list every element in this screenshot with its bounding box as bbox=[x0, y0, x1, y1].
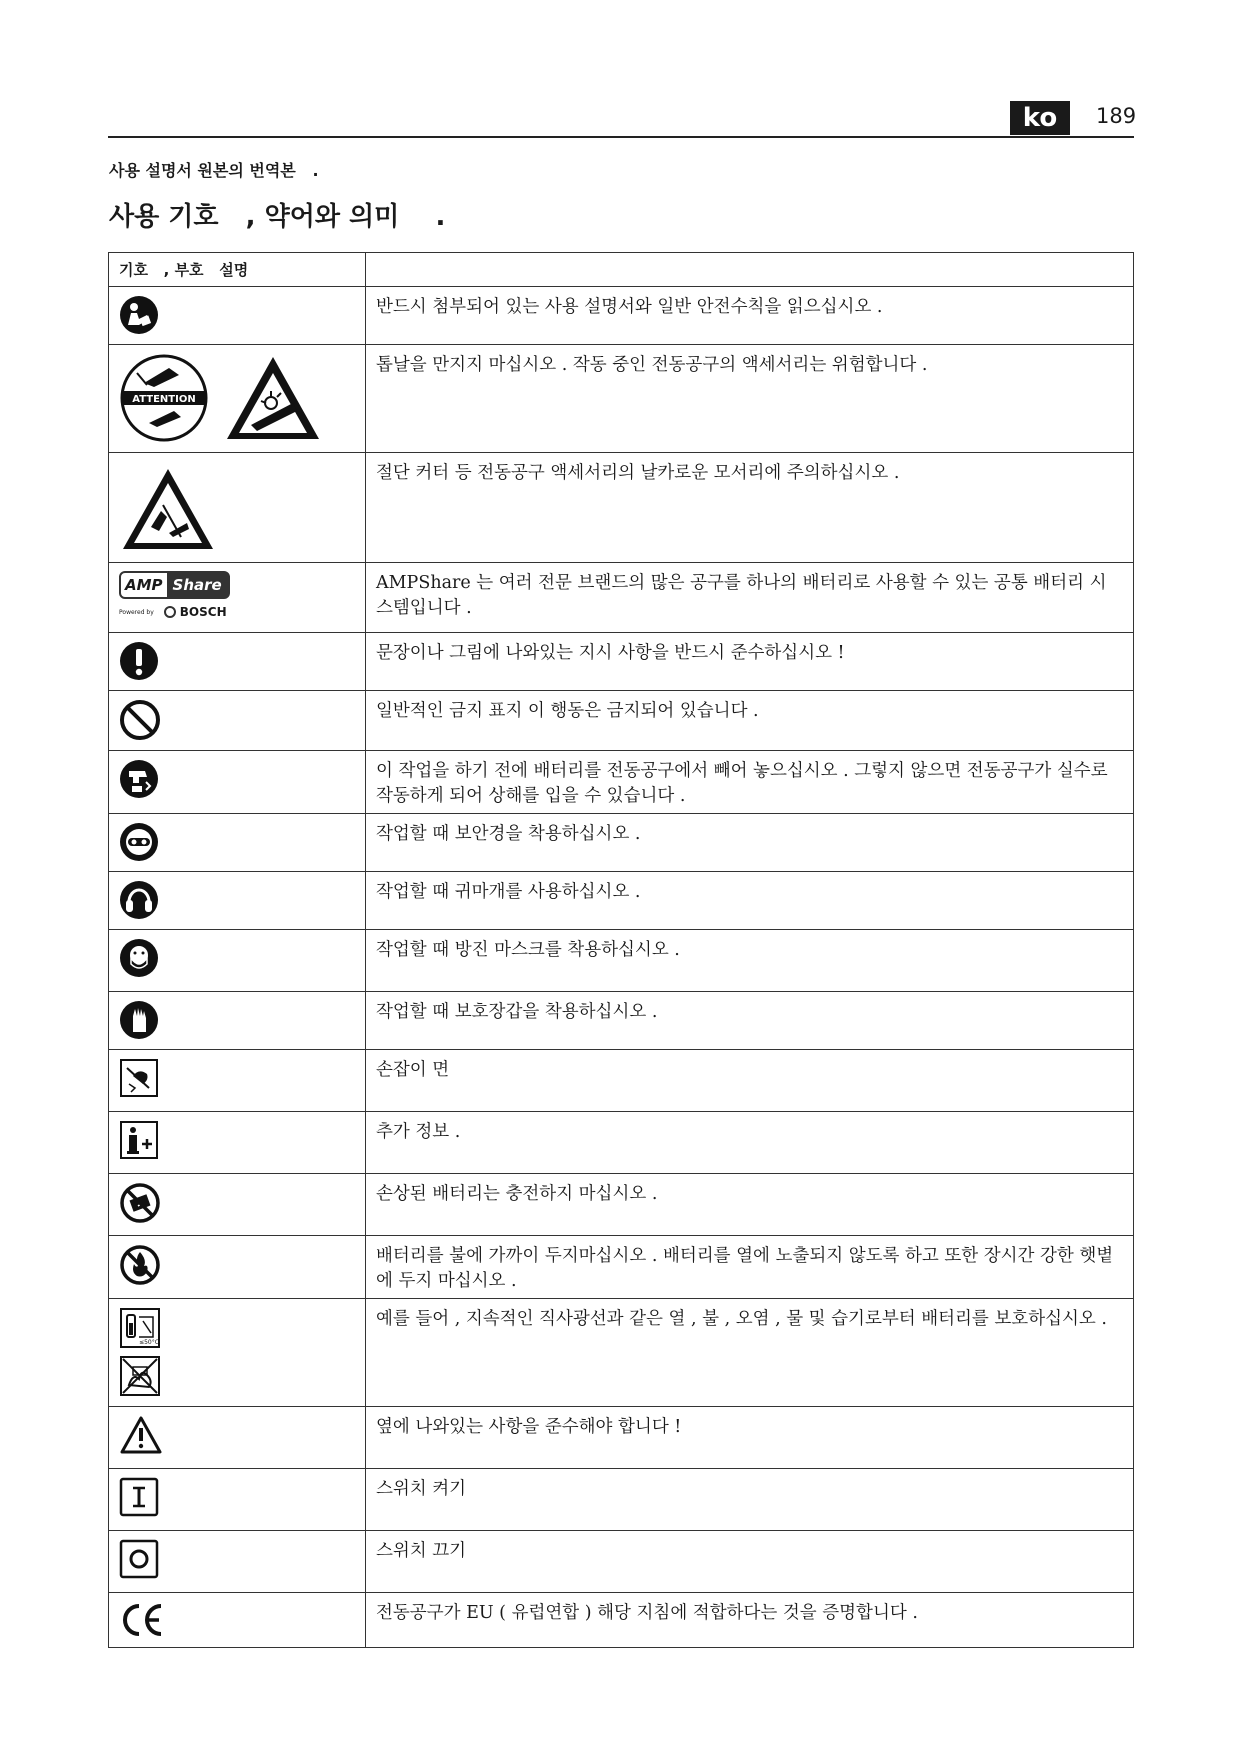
row-description: 추가 정보 . bbox=[366, 1112, 1134, 1174]
symbols-table bbox=[108, 252, 1134, 1648]
read-manual-icon bbox=[119, 295, 159, 335]
remove-battery-icon bbox=[119, 759, 159, 799]
page-number: 189 bbox=[1096, 104, 1137, 128]
column-header-description bbox=[366, 253, 1134, 287]
row-description: 작업할 때 보호장갑을 착용하십시오 . bbox=[366, 992, 1134, 1050]
prohibition-icon bbox=[119, 699, 161, 741]
bosch-emblem-icon bbox=[164, 606, 176, 618]
table-row bbox=[109, 992, 1134, 1050]
row-description: AMPShare 는 여러 전문 브랜드의 많은 공구를 하나의 배터리로 사용할 수 있는 공통 배터리 시스템입니다 . bbox=[366, 563, 1134, 633]
battery-temperature-icon bbox=[119, 1307, 161, 1349]
share-text: Share bbox=[167, 573, 228, 597]
table-row bbox=[109, 1407, 1134, 1469]
table-row bbox=[109, 814, 1134, 872]
table-row bbox=[109, 287, 1134, 345]
table-row bbox=[109, 633, 1134, 691]
battery-no-heat-icon bbox=[119, 1355, 161, 1397]
ear-protection-icon bbox=[119, 880, 159, 920]
table-row bbox=[109, 1531, 1134, 1593]
row-description: 손잡이 면 bbox=[366, 1050, 1134, 1112]
triangle-sharp-edge-icon bbox=[119, 465, 217, 553]
row-description: 전동공구가 EU ( 유럽연합 ) 해당 지침에 적합하다는 것을 증명합니다 . bbox=[366, 1593, 1134, 1648]
row-description: 작업할 때 보안경을 착용하십시오 . bbox=[366, 814, 1134, 872]
table-row bbox=[109, 1174, 1134, 1236]
row-description: 스위치 끄기 bbox=[366, 1531, 1134, 1593]
warning-triangle-icon bbox=[119, 1415, 163, 1455]
table-row bbox=[109, 1050, 1134, 1112]
switch-on-icon bbox=[119, 1477, 159, 1517]
row-description: 작업할 때 귀마개를 사용하십시오 . bbox=[366, 872, 1134, 930]
table-row bbox=[109, 1593, 1134, 1648]
info-icon bbox=[119, 1120, 159, 1160]
powered-by-text: Powered by bbox=[119, 608, 154, 616]
no-fire-battery-icon bbox=[119, 1244, 161, 1286]
table-row bbox=[109, 563, 1134, 633]
switch-off-icon bbox=[119, 1539, 159, 1579]
amp-text: AMP bbox=[125, 576, 163, 594]
row-description: 이 작업을 하기 전에 배터리를 전동공구에서 빼어 놓으십시오 . 그렇지 않으면 전동공구가 실수로 작동하게 되어 상해를 입을 수 있습니다 . bbox=[366, 751, 1134, 814]
table-row bbox=[109, 345, 1134, 453]
row-description: 문장이나 그림에 나와있는 지시 사항을 반드시 준수하십시오 ! bbox=[366, 633, 1134, 691]
ce-mark-icon bbox=[119, 1601, 163, 1639]
language-tag: ko bbox=[1010, 101, 1070, 135]
row-description: 톱날을 만지지 마십시오 . 작동 중인 전동공구의 액세서리는 위험합니다 . bbox=[366, 345, 1134, 453]
table-row bbox=[109, 1236, 1134, 1299]
svg-text:ATTENTION: ATTENTION bbox=[132, 394, 196, 405]
no-charge-damaged-battery-icon bbox=[119, 1182, 161, 1224]
table-row bbox=[109, 1299, 1134, 1407]
row-description: 스위치 켜기 bbox=[366, 1469, 1134, 1531]
mandatory-exclamation-icon bbox=[119, 641, 159, 681]
dust-mask-icon bbox=[119, 938, 159, 978]
table-row bbox=[109, 1469, 1134, 1531]
row-description: 절단 커터 등 전동공구 액세서리의 날카로운 모서리에 주의하십시오 . bbox=[366, 453, 1134, 563]
row-description: 반드시 첨부되어 있는 사용 설명서와 일반 안전수칙을 읽으십시오 . bbox=[366, 287, 1134, 345]
row-description: 예를 들어 , 지속적인 직사광선과 같은 열 , 불 , 오염 , 물 및 습기로부터 배터리를 보호하십시오 . bbox=[366, 1299, 1134, 1407]
safety-goggles-icon bbox=[119, 822, 159, 862]
table-row bbox=[109, 691, 1134, 751]
table-row bbox=[109, 751, 1134, 814]
row-description: 손상된 배터리는 충전하지 마십시오 . bbox=[366, 1174, 1134, 1236]
ampshare-logo-icon bbox=[109, 563, 365, 627]
table-header-row bbox=[109, 253, 1134, 287]
triangle-cutting-hazard-icon bbox=[223, 353, 323, 443]
row-description: 작업할 때 방진 마스크를 착용하십시오 . bbox=[366, 930, 1134, 992]
table-row bbox=[109, 872, 1134, 930]
row-description: 일반적인 금지 표지 이 행동은 금지되어 있습니다 . bbox=[366, 691, 1134, 751]
svg-text:≤50°C: ≤50°C bbox=[139, 1339, 159, 1346]
gloves-icon bbox=[119, 1000, 159, 1040]
table-row bbox=[109, 930, 1134, 992]
page-subtitle: 사용 설명서 원본의 번역본 . bbox=[109, 161, 319, 180]
attention-blade-icon bbox=[119, 353, 209, 443]
bosch-text: BOSCH bbox=[179, 605, 227, 619]
table-row bbox=[109, 1112, 1134, 1174]
row-description: 배터리를 불에 가까이 두지마십시오 . 배터리를 열에 노출되지 않도록 하고 또한 장시간 강한 햇볕에 두지 마십시오 . bbox=[366, 1236, 1134, 1299]
column-header-symbol: 기호 , 부호 설명 bbox=[109, 253, 366, 287]
grip-surface-icon bbox=[119, 1058, 159, 1098]
header-rule bbox=[108, 136, 1134, 138]
row-description: 옆에 나와있는 사항을 준수해야 합니다 ! bbox=[366, 1407, 1134, 1469]
page-title: 사용 기호 , 약어와 의미 . bbox=[109, 202, 446, 232]
table-row bbox=[109, 453, 1134, 563]
